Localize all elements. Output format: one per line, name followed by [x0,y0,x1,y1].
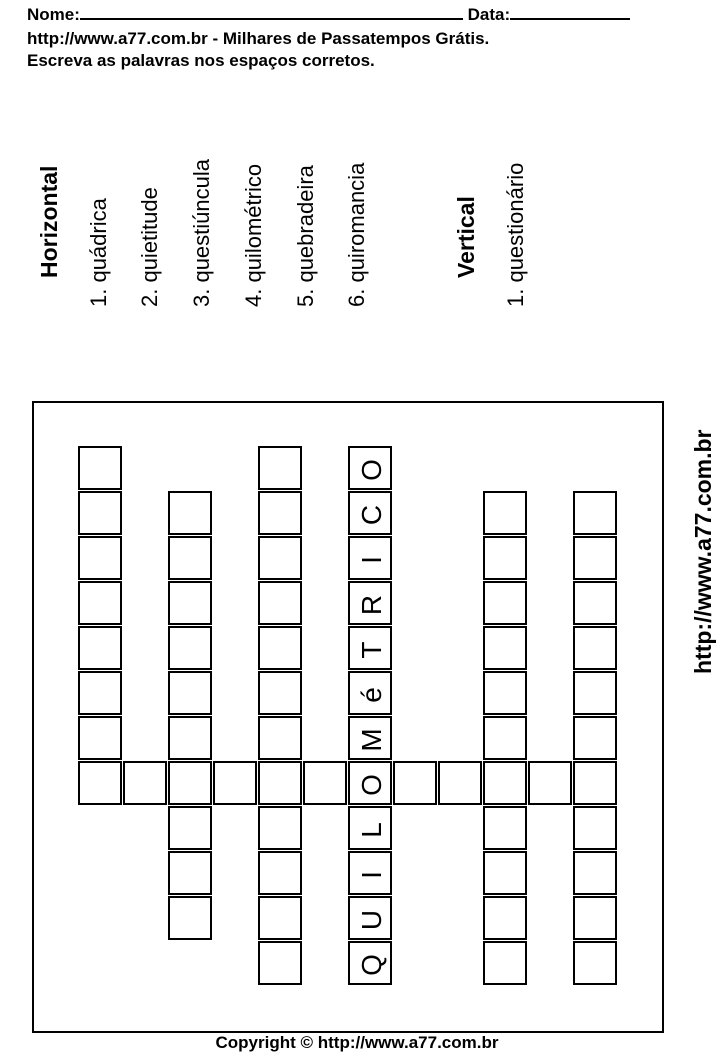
crossword-cell[interactable] [573,626,617,670]
crossword-cell-filled[interactable] [348,536,392,580]
cell-letter: C [356,504,387,526]
crossword-cell[interactable] [393,761,437,805]
crossword-cell[interactable] [483,581,527,625]
crossword-cell[interactable] [573,896,617,940]
crossword-cell[interactable] [78,446,122,490]
crossword-cell-filled[interactable] [348,761,392,805]
cell-letter: I [356,871,387,879]
crossword-cell[interactable] [258,446,302,490]
crossword-cell[interactable] [438,761,482,805]
name-label: Nome: [27,5,80,24]
crossword-cell[interactable] [258,536,302,580]
horizontal-clue-6: 6. quiromancia [344,162,369,307]
crossword-cell[interactable] [483,851,527,895]
cell-letter: M [356,728,387,752]
crossword-cell[interactable] [258,671,302,715]
crossword-cell[interactable] [78,536,122,580]
cell-letter: Q [356,954,387,976]
crossword-cell[interactable] [168,806,212,850]
crossword-cell[interactable] [483,626,527,670]
crossword-cell[interactable] [483,941,527,985]
crossword-cell[interactable] [258,761,302,805]
crossword-cell[interactable] [258,716,302,760]
horizontal-clue-4: 4. quilométrico [241,163,266,307]
side-url: http://www.a77.com.br [690,429,716,674]
crossword-cell[interactable] [573,761,617,805]
crossword-cell[interactable] [168,626,212,670]
horizontal-clue-3: 3. questiúncula [189,159,214,307]
cell-letter: U [356,909,387,931]
horizontal-clue-5: 5. quebradeira [293,165,318,307]
crossword-cell[interactable] [168,716,212,760]
crossword-cell-filled[interactable] [348,941,392,985]
crossword-cell[interactable] [168,671,212,715]
crossword-cell-filled[interactable] [348,626,392,670]
crossword-cell[interactable] [573,806,617,850]
crossword-cell[interactable] [483,896,527,940]
crossword-cell[interactable] [258,581,302,625]
vertical-clues-title: Vertical [453,196,479,278]
crossword-cell[interactable] [573,716,617,760]
site-line: http://www.a77.com.br - Milhares de Passatempos Grátis. [27,29,490,48]
crossword-cell[interactable] [573,671,617,715]
vertical-clue-1: 1. questionário [503,162,528,307]
crossword-cell[interactable] [78,671,122,715]
horizontal-clues-title: Horizontal [36,165,62,278]
crossword-cell-filled[interactable] [348,851,392,895]
crossword-cell[interactable] [483,806,527,850]
crossword-cell[interactable] [483,761,527,805]
crossword-cell-filled[interactable] [348,581,392,625]
crossword-cell[interactable] [303,761,347,805]
horizontal-clue-2: 2. quietitude [137,187,162,307]
crossword-cell-filled[interactable] [348,671,392,715]
date-label: Data: [467,5,511,24]
crossword-cell-filled[interactable] [348,896,392,940]
horizontal-clue-1: 1. quádrica [86,198,111,307]
crossword-cell[interactable] [258,896,302,940]
crossword-cell[interactable] [78,626,122,670]
crossword-cell[interactable] [168,581,212,625]
crossword-cell[interactable] [573,536,617,580]
crossword-cell[interactable] [78,761,122,805]
crossword-cell[interactable] [573,941,617,985]
crossword-cell[interactable] [123,761,167,805]
crossword-cell[interactable] [258,626,302,670]
crossword-cell-filled[interactable] [348,716,392,760]
crossword-cell[interactable] [168,761,212,805]
crossword-cell[interactable] [168,896,212,940]
crossword-cell-filled[interactable] [348,491,392,535]
crossword-cell[interactable] [168,851,212,895]
crossword-cell[interactable] [573,851,617,895]
cell-letter: I [356,556,387,564]
cell-letter: R [356,594,387,616]
crossword-cell[interactable] [168,491,212,535]
crossword-cell[interactable] [483,716,527,760]
crossword-cell[interactable] [483,536,527,580]
crossword-cell-filled[interactable] [348,446,392,490]
crossword-cell-filled[interactable] [348,806,392,850]
crossword-cell[interactable] [78,581,122,625]
cell-letter: L [356,822,387,838]
crossword-cell[interactable] [573,491,617,535]
crossword-cell[interactable] [213,761,257,805]
crossword-cell[interactable] [78,716,122,760]
crossword-cell[interactable] [573,581,617,625]
crossword-cell[interactable] [528,761,572,805]
copyright-footer: Copyright © http://www.a77.com.br [215,1033,499,1052]
crossword-cell[interactable] [483,491,527,535]
crossword-cell[interactable] [258,806,302,850]
crossword-cell[interactable] [258,941,302,985]
crossword-cell[interactable] [258,851,302,895]
crossword-cell[interactable] [168,536,212,580]
cell-letter: O [356,459,387,481]
crossword-cell[interactable] [258,491,302,535]
crossword-cell[interactable] [78,491,122,535]
cell-letter: T [356,641,387,659]
cell-letter: é [356,687,387,703]
cell-letter: O [356,774,387,796]
crossword-cell[interactable] [483,671,527,715]
instruction-text: Escreva as palavras nos espaços corretos. [27,51,375,70]
